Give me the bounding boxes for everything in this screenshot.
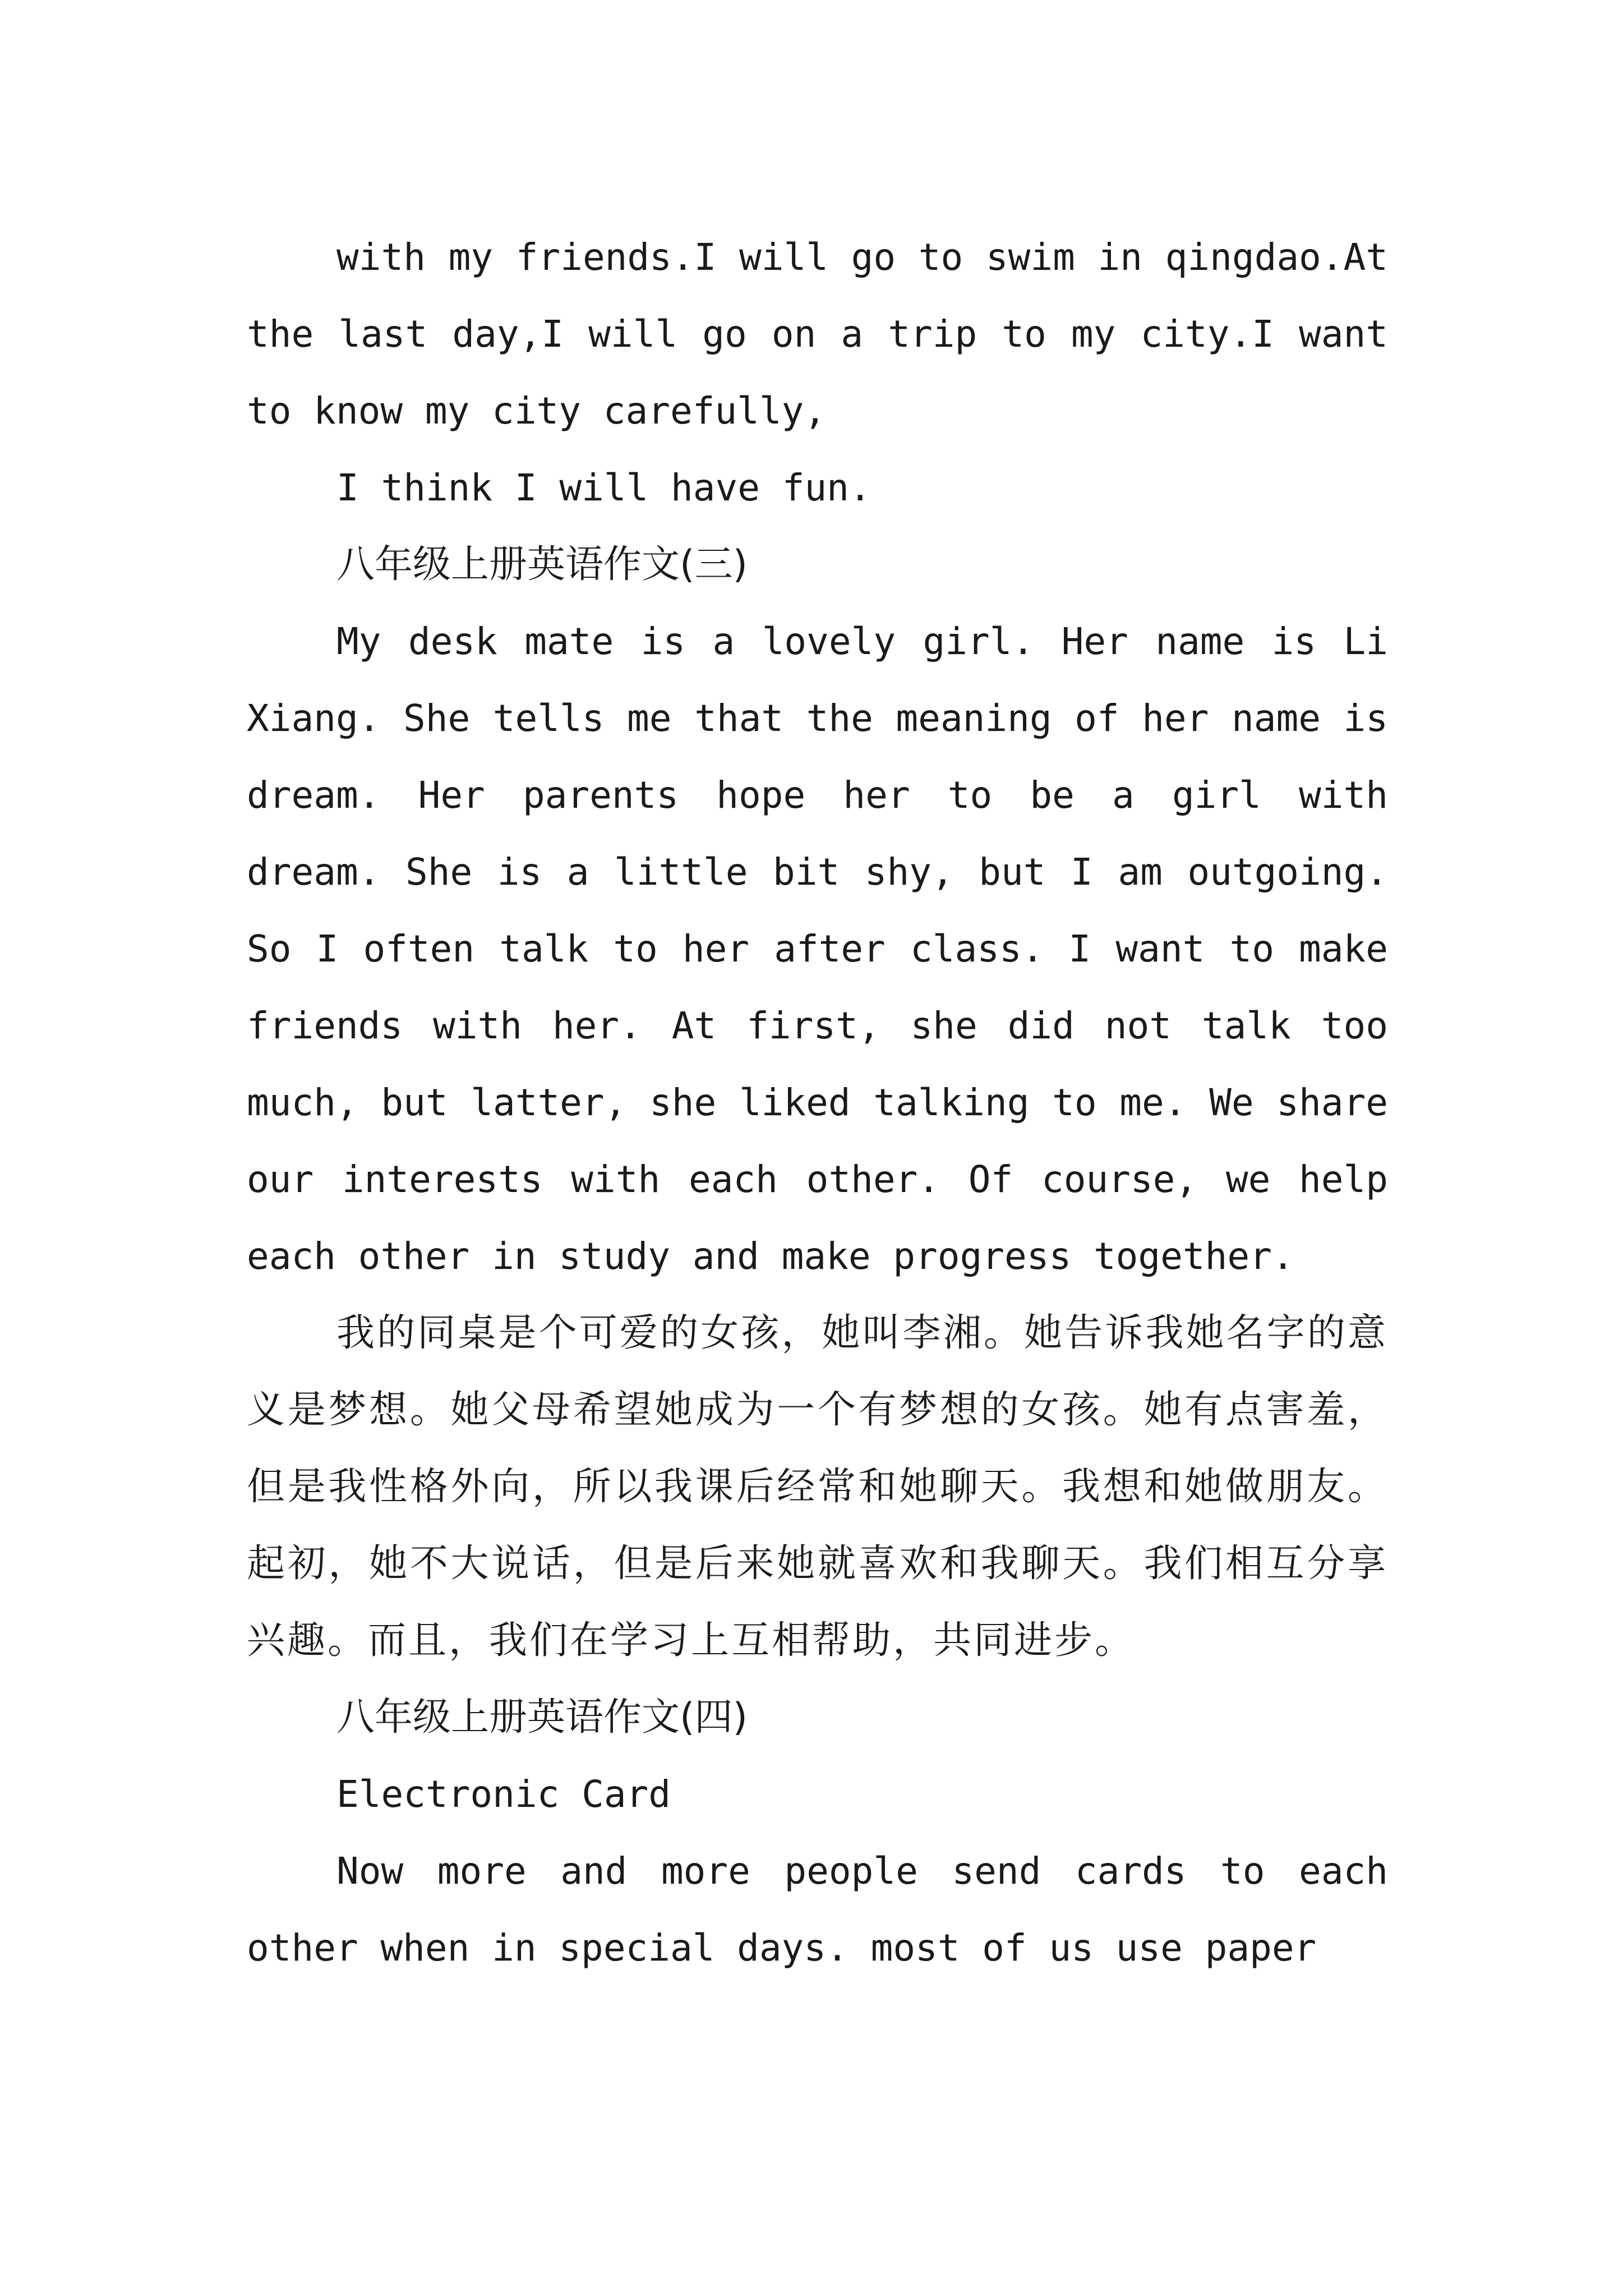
essay-heading-3: 八年级上册英语作文(三) [336,542,748,587]
document-body [247,219,1388,1986]
paragraph-desk-mate-chinese: 我的同桌是个可爱的女孩，她叫李湘。她告诉我她名字的意义是梦想。她父母希望她成为一个有梦想的女孩。她有点害羞，但是我性格外向，所以我课后经常和她聊天。我想和她做朋友。起初，她不大说话，但是后来她就喜欢和我聊天。我们相互分享兴趣。而且，我们在学习上互相帮助，共同进步。 [247,1311,1388,1663]
essay-heading-4: 八年级上册英语作文(四) [336,1695,748,1740]
paragraph-desk-mate-english: My desk mate is a lovely girl. Her name is Li Xiang. She tells me that the meaning of her name is dream. Her parents hope her to be a girl with dream. She is a little bit shy, but I am outgoing. So I often talk to her after class. I want to make friends with her. At first, she did not talk too much, but latter, she liked talking to me. We share our interests with each other. Of course, we help each other in study and make progress together. [247,620,1388,1278]
paragraph-electronic-card: Now more and more people send cards to each other when in special days. most of us use paper [247,1849,1388,1970]
essay-title-electronic-card: Electronic Card [336,1773,671,1816]
paragraph-have-fun: I think I will have fun. [336,466,872,509]
paragraph-trip-plan: with my friends.I will go to swim in qingdao.At the last day,I will go on a trip to my city.I want to know my city carefully, [247,236,1388,432]
